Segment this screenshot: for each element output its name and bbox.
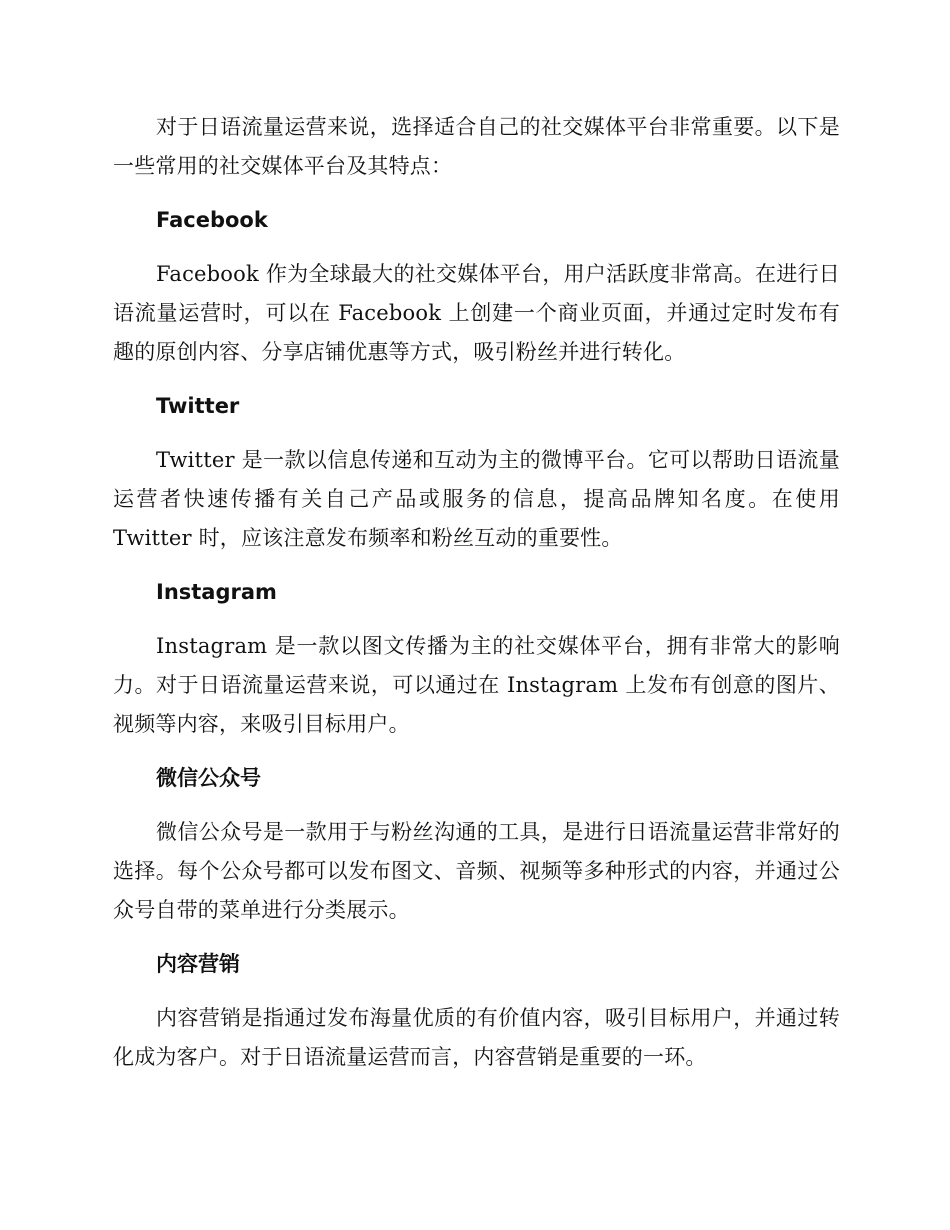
section-body-twitter: Twitter 是一款以信息传递和互动为主的微博平台。它可以帮助日语流量运营者快速传播有关自己产品或服务的信息，提高品牌知名度。在使用 Twitter 时，应该注意发布频率和粉丝互动的重要性。 [113, 448, 840, 550]
intro-paragraph: 对于日语流量运营来说，选择适合自己的社交媒体平台非常重要。以下是一些常用的社交媒体平台及其特点： [113, 115, 840, 178]
section-heading-instagram: Instagram [156, 580, 277, 604]
section-heading-content-marketing: 内容营销 [156, 952, 240, 976]
section-heading-wechat: 微信公众号 [156, 766, 261, 790]
section-heading-twitter: Twitter [156, 394, 240, 418]
section-body-instagram: Instagram 是一款以图文传播为主的社交媒体平台，拥有非常大的影响力。对于日语流量运营来说，可以通过在 Instagram 上发布有创意的图片、视频等内容，来吸引目标用户。 [113, 634, 840, 736]
section-body-wechat: 微信公众号是一款用于与粉丝沟通的工具，是进行日语流量运营非常好的选择。每个公众号都可以发布图文、音频、视频等多种形式的内容，并通过公众号自带的菜单进行分类展示。 [113, 820, 840, 922]
section-body-facebook: Facebook 作为全球最大的社交媒体平台，用户活跃度非常高。在进行日语流量运营时，可以在 Facebook 上创建一个商业页面，并通过定时发布有趣的原创内容、分享店铺优惠等方式，吸引粉丝并进行转化。 [113, 262, 840, 364]
section-body-content-marketing: 内容营销是指通过发布海量优质的有价值内容，吸引目标用户，并通过转化成为客户。对于日语流量运营而言，内容营销是重要的一环。 [113, 1006, 840, 1069]
section-heading-facebook: Facebook [156, 208, 268, 232]
document-page [113, 108, 840, 1077]
